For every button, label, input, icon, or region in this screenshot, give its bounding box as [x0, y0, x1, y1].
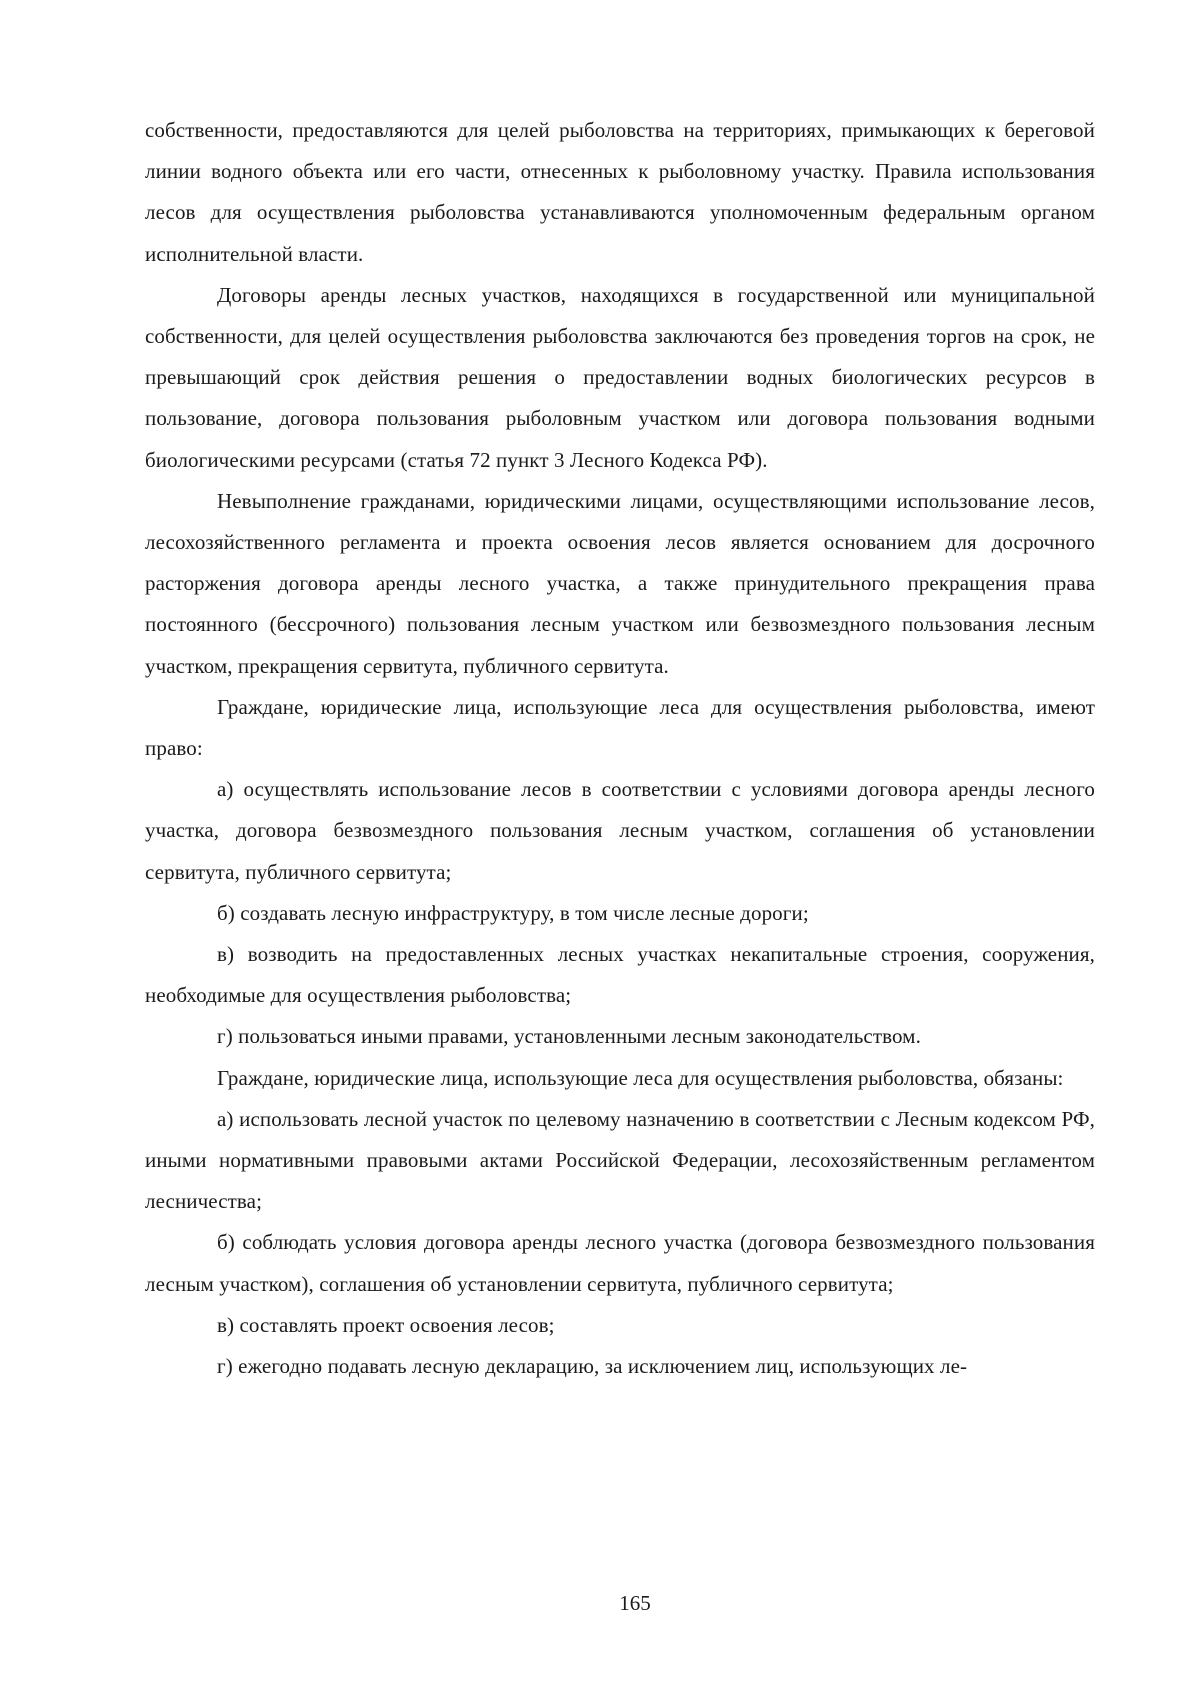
- list-item-right-b: б) создавать лесную инфраструктуру, в том числе лесные дороги;: [217, 900, 809, 925]
- paragraph-rights-intro: Граждане, юридические лица, использующие леса для осуществления рыболовства, имеют право:: [145, 694, 1095, 761]
- paragraph-lease-agreements: Договоры аренды лесных участков, находящихся в государственной или муниципальной собственности, для целей осуществления рыболовства заключаются без проведения торгов на срок, не превышающий срок действия решения о предоставлении водных биологических ресурсов в пользование, договора пользования рыболовным участком или договора пользования водными биологическими ресурсами (статья 72 пункт 3 Лесного Кодекса РФ).: [145, 282, 1095, 472]
- paragraph-non-compliance: Невыполнение гражданами, юридическими лицами, осуществляющими использование лесов, лесохозяйственного регламента и проекта освоения лесов является основанием для досрочного расторжения договора аренды лесного участка, а также принудительного прекращения права постоянного (бессрочного) пользования лесным участком или безвозмездного пользования лесным участком, прекращения сервитута, публичного сервитута.: [145, 488, 1095, 678]
- list-item-obligation-a: а) использовать лесной участок по целевому назначению в соответствии с Лесным кодексом РФ, иными нормативными правовыми актами Российской Федерации, лесохозяйственным регламентом лесничества;: [145, 1106, 1095, 1214]
- list-item-obligation-d: г) ежегодно подавать лесную декларацию, за исключением лиц, использующих ле-: [217, 1354, 968, 1379]
- list-item-obligation-b: б) соблюдать условия договора аренды лесного участка (договора безвозмездного пользования лесным участком), соглашения об установлении сервитута, публичного сервитута;: [145, 1230, 1095, 1296]
- page-number: 165: [619, 1591, 651, 1615]
- list-item-right-c: в) возводить на предоставленных лесных участках некапитальные строения, сооружения, необходимые для осуществления рыболовства;: [145, 942, 1095, 1008]
- list-item-obligation-c: в) составлять проект освоения лесов;: [217, 1312, 555, 1337]
- list-item-right-a: а) осуществлять использование лесов в соответствии с условиями договора аренды лесного участка, договора безвозмездного пользования лесным участком, соглашения об установлении сервитута, публичного сервитута;: [145, 777, 1095, 884]
- list-item-right-d: г) пользоваться иными правами, установленными лесным законодательством.: [217, 1024, 921, 1049]
- paragraph-continuation: собственности, предоставляются для целей рыболовства на территориях, примыкающих к береговой линии водного объекта или его части, отнесенных к рыболовному участку. Правила использования лесов для осуществления рыболовства устанавливаются уполномоченным федеральным органом исполнительной власти.: [145, 118, 1095, 266]
- page-body: [145, 110, 1095, 1387]
- paragraph-obligations-intro: Граждане, юридические лица, использующие леса для осуществления рыболовства, обязаны:: [217, 1065, 1064, 1090]
